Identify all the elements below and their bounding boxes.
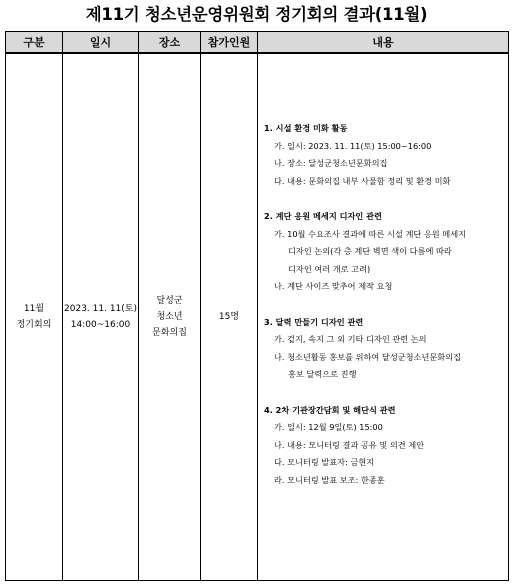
- header-place: 장소: [139, 32, 201, 54]
- section-gap: [264, 190, 492, 208]
- category-line: 정기회의: [16, 320, 52, 330]
- section-item-continuation: 디자인 여러 개로 고려): [288, 263, 371, 274]
- category-line: 11월: [23, 304, 45, 314]
- section-item: 나. 내용: 모니터링 결과 공유 및 의견 제안: [274, 439, 425, 450]
- document-title: 제11기 청소년운영위원회 정기회의 결과(11월): [85, 5, 428, 24]
- header-category: 구분: [6, 32, 63, 54]
- section-item: 다. 내용: 문화의집 내부 사물함 정리 및 환경 미화: [274, 175, 451, 186]
- section-item: 다. 모니터링 발표자: 금현지: [274, 457, 375, 468]
- section-item: 라. 모니터링 발표 보조: 한종훈: [274, 474, 385, 485]
- datetime-cell: [63, 53, 139, 581]
- section-item: 가. 일시: 12월 9일(토) 15:00: [274, 422, 383, 433]
- place-cell: [139, 53, 201, 581]
- minutes-table: [5, 31, 509, 581]
- content-cell: [258, 53, 509, 581]
- datetime-time: 14:00~16:00: [70, 320, 131, 330]
- section-gap: [264, 384, 492, 402]
- section-item: 나. 장소: 달성군청소년문화의집: [274, 158, 388, 169]
- content-body: [264, 120, 492, 489]
- section-title: 4. 2차 기관장간담회 및 해단식 관련: [264, 404, 396, 415]
- place-line: 문화의집: [152, 328, 187, 338]
- section-item: 가. 일시: 2023. 11. 11(토) 15:00~16:00: [274, 140, 432, 151]
- attendees-cell: 15명: [201, 53, 258, 581]
- section-item-continuation: 디자인 논의(각 층 계단 벽면 색이 다름에 따라: [288, 246, 452, 257]
- section-title: 2. 계단 응원 메세지 디자인 관련: [264, 210, 382, 221]
- table-row: [6, 53, 509, 581]
- category-cell: [6, 53, 63, 581]
- header-datetime: 일시: [63, 32, 139, 54]
- place-line: 청소년: [156, 312, 183, 322]
- header-content: 내용: [258, 32, 509, 54]
- section-title: 1. 시설 환경 미화 활동: [264, 123, 348, 133]
- datetime-date: 2023. 11. 11(토): [64, 304, 137, 314]
- header-attendees: 참가인원: [201, 32, 258, 54]
- section-title: 3. 달력 만들기 디자인 관련: [264, 316, 364, 327]
- section-item: 나. 청소년활동 홍보를 위하여 달성군청소년문화의집: [274, 351, 462, 362]
- section-item: 나. 계단 사이즈 맞추어 제작 요청: [274, 281, 393, 292]
- section-item-continuation: 홍보 달력으로 진행: [288, 369, 357, 380]
- section-gap: [264, 296, 492, 314]
- section-item: 가. 10월 수요조사 결과에 따른 시설 계단 응원 메세지: [274, 228, 467, 239]
- table-header-row: [6, 32, 509, 54]
- section-item: 가. 겉지, 속지 그 외 기타 디자인 관련 논의: [274, 334, 427, 345]
- place-line: 달성군: [156, 296, 183, 306]
